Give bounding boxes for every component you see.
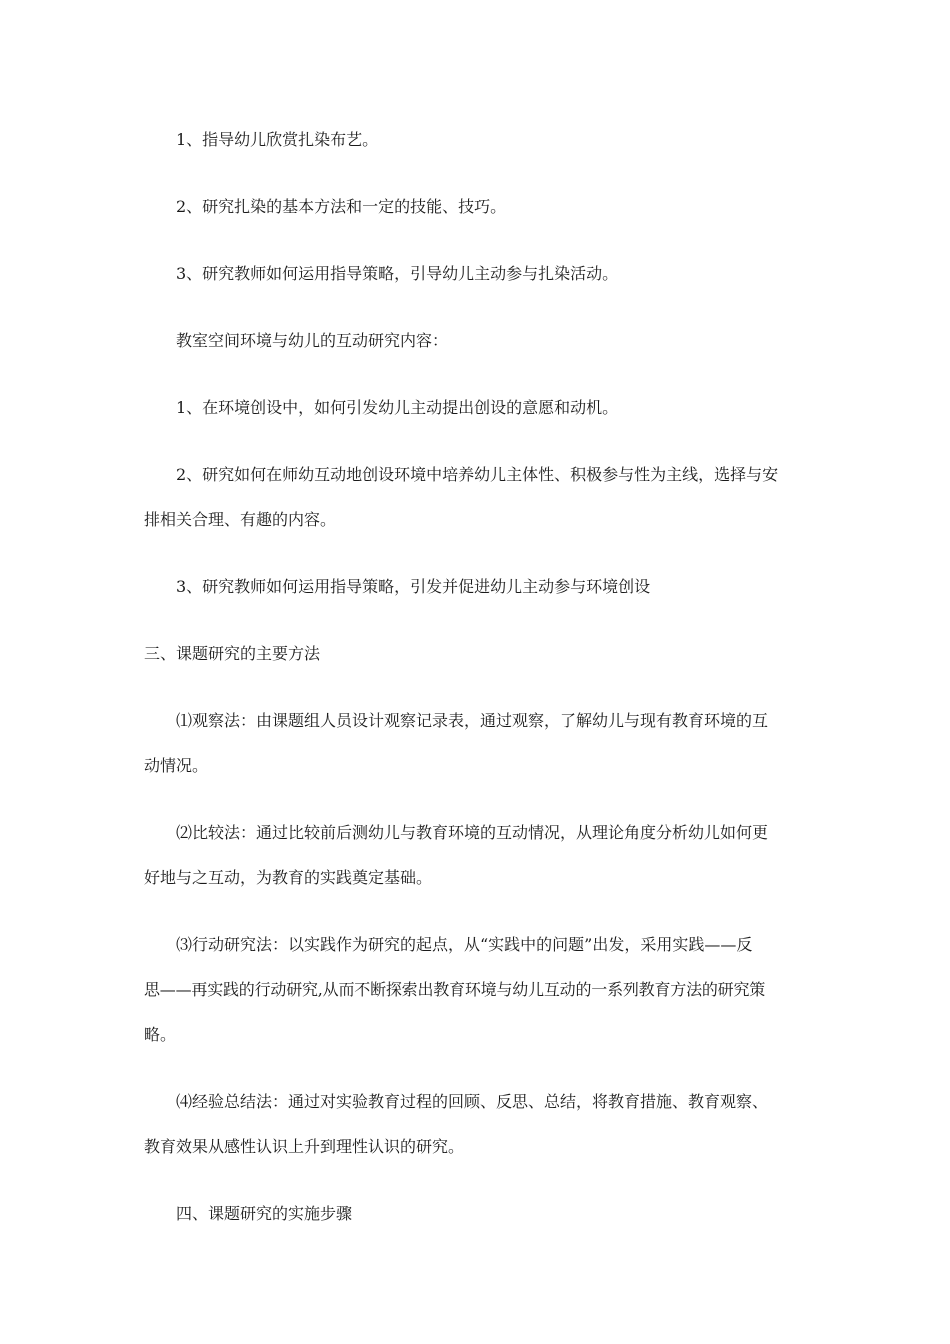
paragraph-line: 1、在环境创设中，如何引发幼儿主动提出创设的意愿和动机。	[176, 398, 619, 417]
section-intro: 教室空间环境与幼儿的互动研究内容：	[176, 331, 449, 350]
paragraph-line: 动情况。	[144, 756, 209, 775]
paragraph-line: 好地与之互动，为教育的实践奠定基础。	[144, 868, 433, 887]
paragraph-line: 略。	[144, 1025, 177, 1044]
paragraph-line: 排相关合理、有趣的内容。	[144, 510, 337, 529]
paragraph-line: ⑴观察法：由课题组人员设计观察记录表，通过观察，了解幼儿与现有教育环境的互	[176, 711, 769, 730]
paragraph-line: 3、研究教师如何运用指导策略，引发并促进幼儿主动参与环境创设	[176, 577, 651, 596]
paragraph-line: 3、研究教师如何运用指导策略，引导幼儿主动参与扎染活动。	[176, 264, 619, 283]
paragraph-line: 2、研究如何在师幼互动地创设环境中培养幼儿主体性、积极参与性为主线，选择与安	[176, 465, 779, 484]
paragraph-line: 2、研究扎染的基本方法和一定的技能、技巧。	[176, 197, 507, 216]
paragraph-line: ⑵比较法：通过比较前后测幼儿与教育环境的互动情况，从理论角度分析幼儿如何更	[176, 823, 769, 842]
paragraph-line: 1、指导幼儿欣赏扎染布艺。	[176, 130, 379, 149]
section-heading: 四、课题研究的实施步骤	[176, 1204, 353, 1223]
paragraph-line: 教育效果从感性认识上升到理性认识的研究。	[144, 1137, 465, 1156]
paragraph-line: ⑶行动研究法：以实践作为研究的起点，从“实践中的问题”出发，采用实践——反	[176, 935, 753, 954]
paragraph-line: ⑷经验总结法：通过对实验教育过程的回顾、反思、总结，将教育措施、教育观察、	[176, 1092, 769, 1111]
paragraph-line: 思——再实践的行动研究,从而不断探索出教育环境与幼儿互动的一系列教育方法的研究策	[144, 980, 766, 999]
section-heading: 三、课题研究的主要方法	[144, 644, 321, 663]
